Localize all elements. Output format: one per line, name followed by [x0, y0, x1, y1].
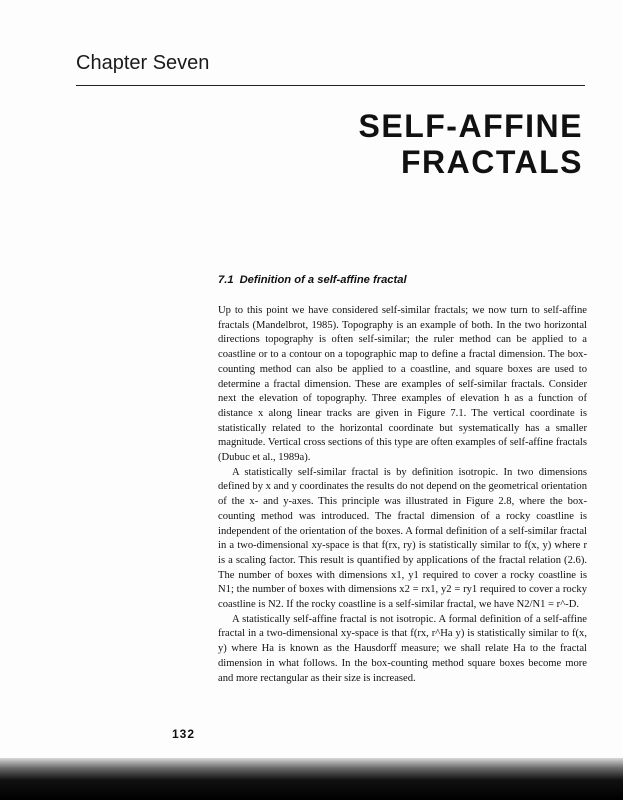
section-heading: [218, 274, 407, 286]
section-title: Definition of a self-affine fractal: [239, 274, 407, 286]
paragraph-1: Up to this point we have considered self-similar fractals; we now turn to self-affine fractals (Mandelbrot, 1985). Topography is an example of both. In the two horizontal directions topography is often self-similar; the ruler method can be applied to a coastline or to a contour on a topographic map to define a fractal dimension. The box-counting method can also be applied to a coastline, and square boxes are used to determine a fractal dimension. These are examples of self-similar fractals. Consider next the elevation of topography. Three examples of elevation h as a function of distance x along linear tracks are given in Figure 7.1. The vertical coordinate is statistically related to the horizontal coordinate but systematically has a smaller magnitude. Vertical cross sections of this type are often examples of self-affine fractals (Dubuc et al., 1989a).: [218, 305, 587, 464]
section-number: 7.1: [218, 274, 234, 286]
chapter-title-line-1: SELF-AFFINE: [358, 108, 583, 144]
body-text: [218, 304, 587, 686]
chapter-rule: [76, 85, 585, 86]
page-number: 132: [172, 727, 196, 741]
chapter-title-line-2: FRACTALS: [400, 144, 583, 180]
paragraph-2: A statistically self-similar fractal is by definition isotropic. In two dimensions defined by x and y coordinates the results do not depend on the geometrical orientation of the x- and y-axes. This principle was illustrated in Figure 2.8, where the box-counting method was introduced. The fractal dimension of a rocky coastline is independent of the orientation of the boxes. A formal definition of a self-similar fractal in a two-dimensional xy-space is that f(rx, ry) is statistically similar to f(x, y) where r is a scaling factor. This result is quantified by applications of the fractal relation (2.6). The number of boxes with dimensions x1, y1 required to cover a rocky coastline is N1; the number of boxes with dimensions x2 = rx1, y2 = ry1 required to cover a rocky coastline is N2. If the rocky coastline is a self-similar fractal, we have N2/N1 = r^-D.: [218, 466, 587, 611]
paragraph-3: A statistically self-affine fractal is not isotropic. A formal definition of a self-affine fractal in a two-dimensional xy-space is that f(rx, r^Ha y) is statistically similar to f(x, y) where Ha is known as the Hausdorff measure; we shall relate Ha to the fractal dimension in what follows. In the box-counting method square boxes become more and more rectangular as their size is increased.: [218, 613, 587, 684]
chapter-label: Chapter Seven: [76, 52, 210, 74]
scan-edge-shadow: [0, 758, 623, 800]
